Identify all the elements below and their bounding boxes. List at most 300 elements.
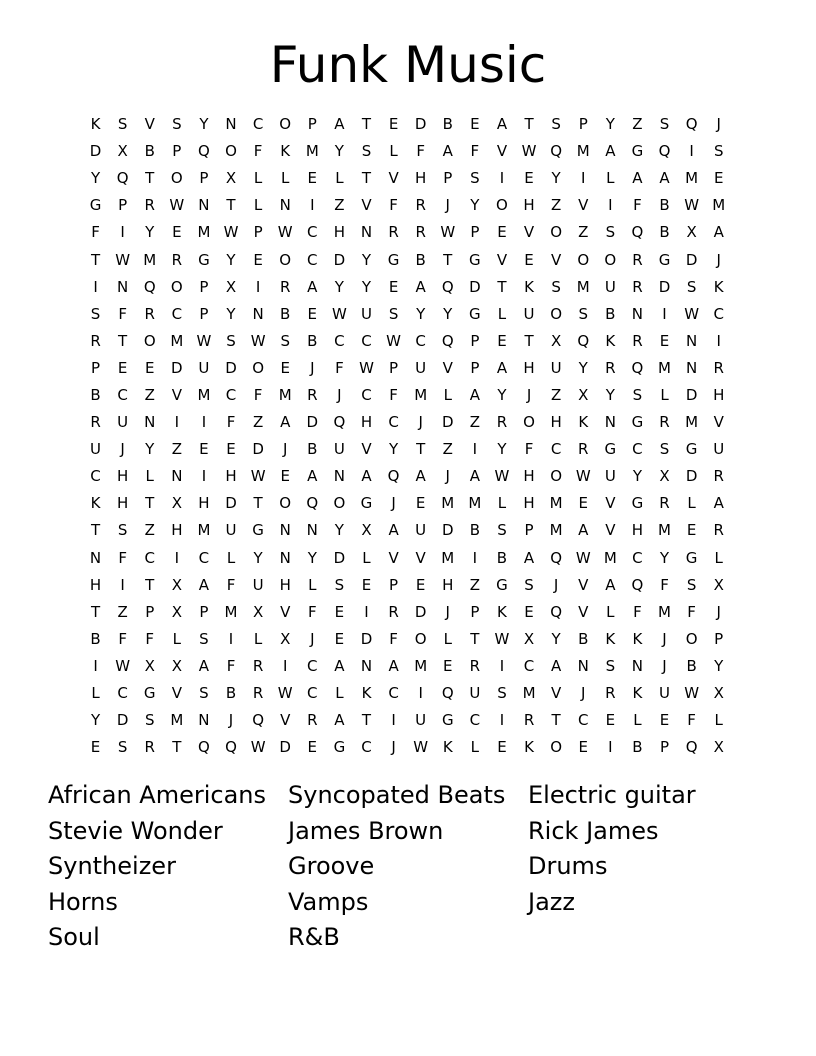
grid-letter[interactable]: D (685, 250, 698, 269)
grid-letter[interactable]: L (253, 169, 263, 188)
grid-letter[interactable]: C (361, 385, 372, 404)
grid-letter[interactable]: T (253, 494, 263, 513)
grid-letter[interactable]: F (416, 142, 425, 161)
grid-letter[interactable]: L (253, 629, 263, 648)
grid-letter[interactable]: V (361, 440, 372, 459)
grid-letter[interactable]: N (360, 656, 373, 675)
grid-letter[interactable]: L (497, 304, 507, 323)
grid-letter[interactable]: B (496, 548, 508, 567)
grid-letter[interactable]: Q (387, 467, 400, 486)
grid-letter[interactable]: O (550, 467, 563, 486)
grid-letter[interactable]: J (445, 467, 450, 486)
grid-letter[interactable]: L (362, 548, 371, 567)
grid-letter[interactable]: D (279, 738, 291, 757)
grid-letter[interactable]: Z (171, 440, 182, 459)
grid-letter[interactable]: E (334, 602, 345, 621)
grid-letter[interactable]: A (198, 575, 210, 594)
grid-letter[interactable]: U (523, 304, 535, 323)
grid-letter[interactable]: X (171, 656, 182, 675)
grid-letter[interactable]: E (388, 115, 399, 134)
grid-letter[interactable]: E (415, 575, 426, 594)
grid-letter[interactable]: X (144, 656, 155, 675)
grid-letter[interactable]: L (335, 169, 344, 188)
grid-letter[interactable]: U (252, 575, 264, 594)
grid-letter[interactable]: V (605, 521, 616, 540)
grid-letter[interactable]: Q (658, 142, 671, 161)
grid-letter[interactable]: Q (631, 223, 644, 242)
grid-letter[interactable]: I (499, 656, 505, 675)
grid-letter[interactable]: O (279, 115, 292, 134)
grid-letter[interactable]: Z (469, 413, 480, 432)
grid-letter[interactable]: X (659, 467, 670, 486)
grid-letter[interactable]: S (632, 385, 643, 404)
grid-letter[interactable]: U (225, 521, 237, 540)
grid-letter[interactable]: J (391, 738, 396, 757)
grid-letter[interactable]: H (171, 521, 183, 540)
grid-letter[interactable]: M (197, 521, 211, 540)
grid-letter[interactable]: J (418, 413, 423, 432)
grid-letter[interactable]: S (226, 331, 236, 350)
grid-letter[interactable]: Z (144, 521, 155, 540)
grid-letter[interactable]: X (713, 575, 724, 594)
grid-letter[interactable]: C (307, 656, 318, 675)
grid-letter[interactable]: W (494, 629, 510, 648)
grid-letter[interactable]: K (605, 331, 616, 350)
grid-letter[interactable]: U (415, 521, 427, 540)
grid-letter[interactable]: E (307, 738, 318, 757)
grid-letter[interactable]: C (225, 385, 237, 404)
grid-letter[interactable]: P (307, 115, 317, 134)
grid-letter[interactable]: V (551, 684, 562, 703)
grid-letter[interactable]: O (550, 304, 563, 323)
grid-letter[interactable]: C (632, 548, 643, 567)
grid-letter[interactable]: S (524, 575, 534, 594)
grid-letter[interactable]: V (496, 142, 508, 161)
grid-letter[interactable]: J (337, 385, 342, 404)
grid-letter[interactable]: H (279, 575, 291, 594)
grid-letter[interactable]: W (684, 304, 700, 323)
grid-letter[interactable]: M (414, 656, 428, 675)
grid-letter[interactable]: C (632, 440, 643, 459)
grid-letter[interactable]: W (250, 467, 266, 486)
grid-letter[interactable]: H (442, 575, 454, 594)
grid-letter[interactable]: F (633, 196, 642, 215)
grid-letter[interactable]: S (388, 304, 399, 323)
grid-letter[interactable]: P (145, 602, 155, 621)
grid-letter[interactable]: J (553, 575, 559, 594)
grid-letter[interactable]: N (89, 548, 102, 567)
grid-letter[interactable]: L (226, 548, 236, 567)
grid-letter[interactable]: Y (551, 169, 561, 188)
grid-letter[interactable]: T (524, 331, 534, 350)
grid-letter[interactable]: F (118, 629, 127, 648)
grid-letter[interactable]: Y (551, 629, 561, 648)
grid-letter[interactable]: P (470, 223, 480, 242)
grid-letter[interactable]: E (172, 223, 182, 242)
grid-letter[interactable]: A (713, 223, 724, 242)
grid-letter[interactable]: O (523, 413, 535, 432)
grid-letter[interactable]: E (524, 250, 534, 269)
grid-letter[interactable]: F (633, 602, 642, 621)
grid-letter[interactable]: A (334, 711, 345, 730)
grid-letter[interactable]: R (252, 656, 264, 675)
grid-letter[interactable]: R (659, 494, 670, 513)
grid-letter[interactable]: O (414, 629, 427, 648)
grid-letter[interactable]: S (686, 575, 697, 594)
grid-letter[interactable]: U (90, 440, 102, 459)
grid-letter[interactable]: D (441, 521, 454, 540)
grid-letter[interactable]: S (659, 115, 670, 134)
grid-letter[interactable]: Q (550, 548, 563, 567)
grid-letter[interactable]: Y (578, 358, 588, 377)
grid-letter[interactable]: O (604, 250, 617, 269)
grid-letter[interactable]: S (144, 711, 155, 730)
grid-letter[interactable]: U (415, 711, 427, 730)
grid-letter[interactable]: M (522, 684, 536, 703)
grid-letter[interactable]: F (335, 358, 344, 377)
grid-letter[interactable]: X (171, 575, 182, 594)
grid-letter[interactable]: L (633, 711, 642, 730)
grid-letter[interactable]: R (713, 467, 724, 486)
grid-letter[interactable]: P (578, 115, 588, 134)
grid-letter[interactable]: B (469, 521, 480, 540)
grid-letter[interactable]: O (685, 629, 698, 648)
grid-letter[interactable]: G (631, 413, 644, 432)
grid-letter[interactable]: I (499, 169, 505, 188)
grid-letter[interactable]: P (389, 575, 399, 594)
grid-letter[interactable]: Y (90, 169, 101, 188)
grid-letter[interactable]: N (171, 467, 183, 486)
grid-letter[interactable]: N (360, 223, 373, 242)
grid-letter[interactable]: I (120, 223, 125, 242)
grid-letter[interactable]: X (713, 738, 724, 757)
grid-letter[interactable]: O (252, 358, 265, 377)
grid-letter[interactable]: A (523, 548, 535, 567)
grid-letter[interactable]: G (685, 440, 698, 459)
grid-letter[interactable]: X (713, 684, 724, 703)
grid-letter[interactable]: B (225, 684, 237, 703)
grid-letter[interactable]: N (685, 358, 698, 377)
grid-letter[interactable]: M (603, 548, 617, 567)
grid-letter[interactable]: S (117, 521, 128, 540)
grid-letter[interactable]: R (279, 277, 291, 296)
grid-letter[interactable]: B (415, 250, 426, 269)
grid-letter[interactable]: F (118, 548, 127, 567)
grid-letter[interactable]: L (335, 684, 344, 703)
grid-letter[interactable]: Y (90, 711, 101, 730)
grid-letter[interactable]: L (308, 575, 317, 594)
grid-letter[interactable]: C (388, 413, 399, 432)
grid-letter[interactable]: N (306, 521, 318, 540)
grid-letter[interactable]: E (388, 277, 399, 296)
grid-letter[interactable]: E (524, 169, 534, 188)
grid-letter[interactable]: B (578, 629, 589, 648)
grid-letter[interactable]: U (333, 440, 345, 459)
grid-letter[interactable]: E (443, 656, 453, 675)
grid-letter[interactable]: G (685, 548, 698, 567)
grid-letter[interactable]: I (120, 575, 125, 594)
grid-letter[interactable]: T (443, 250, 453, 269)
grid-letter[interactable]: N (252, 304, 264, 323)
grid-letter[interactable]: V (171, 385, 182, 404)
grid-letter[interactable]: L (660, 385, 669, 404)
grid-letter[interactable]: I (310, 196, 315, 215)
grid-letter[interactable]: E (90, 738, 101, 757)
grid-letter[interactable]: H (89, 575, 102, 594)
grid-letter[interactable]: Q (631, 358, 644, 377)
grid-letter[interactable]: A (388, 656, 399, 675)
grid-letter[interactable]: S (605, 656, 616, 675)
grid-letter[interactable]: J (716, 250, 721, 269)
grid-letter[interactable]: W (440, 223, 456, 242)
grid-letter[interactable]: M (549, 521, 563, 540)
grid-letter[interactable]: T (90, 521, 101, 540)
grid-letter[interactable]: H (550, 413, 562, 432)
grid-letter[interactable]: D (116, 711, 129, 730)
grid-letter[interactable]: D (171, 358, 183, 377)
grid-letter[interactable]: D (225, 494, 237, 513)
grid-letter[interactable]: E (307, 304, 318, 323)
grid-letter[interactable]: W (575, 548, 591, 567)
grid-letter[interactable]: E (280, 358, 290, 377)
grid-letter[interactable]: V (280, 602, 291, 621)
grid-letter[interactable]: S (470, 169, 480, 188)
grid-letter[interactable]: D (441, 413, 454, 432)
grid-letter[interactable]: A (496, 115, 508, 134)
grid-letter[interactable]: G (604, 440, 617, 459)
grid-letter[interactable]: V (578, 196, 589, 215)
grid-letter[interactable]: S (90, 304, 101, 323)
grid-letter[interactable]: C (307, 250, 318, 269)
grid-letter[interactable]: Q (333, 413, 346, 432)
grid-letter[interactable]: R (171, 250, 183, 269)
grid-letter[interactable]: I (364, 602, 369, 621)
grid-letter[interactable]: M (685, 413, 699, 432)
grid-letter[interactable]: M (170, 331, 184, 350)
grid-letter[interactable]: F (118, 304, 127, 323)
grid-letter[interactable]: G (658, 250, 671, 269)
grid-letter[interactable]: C (388, 684, 399, 703)
grid-letter[interactable]: L (91, 684, 100, 703)
grid-letter[interactable]: B (144, 142, 155, 161)
grid-letter[interactable]: D (414, 602, 427, 621)
grid-letter[interactable]: R (605, 684, 616, 703)
grid-letter[interactable]: R (307, 385, 318, 404)
grid-letter[interactable]: V (415, 548, 426, 567)
grid-letter[interactable]: S (713, 142, 724, 161)
grid-letter[interactable]: Q (577, 331, 590, 350)
grid-letter[interactable]: M (305, 142, 319, 161)
grid-letter[interactable]: S (659, 440, 670, 459)
grid-letter[interactable]: N (631, 304, 644, 323)
grid-letter[interactable]: G (441, 711, 454, 730)
grid-letter[interactable]: S (280, 331, 290, 350)
grid-letter[interactable]: R (388, 602, 399, 621)
grid-letter[interactable]: F (389, 385, 398, 404)
grid-letter[interactable]: L (172, 629, 181, 648)
grid-letter[interactable]: F (226, 413, 236, 432)
grid-letter[interactable]: Q (143, 277, 156, 296)
grid-letter[interactable]: M (549, 494, 563, 513)
grid-letter[interactable]: E (497, 738, 507, 757)
grid-letter[interactable]: U (604, 277, 616, 296)
grid-letter[interactable]: K (90, 115, 101, 134)
grid-letter[interactable]: G (252, 521, 264, 540)
grid-letter[interactable]: S (551, 115, 561, 134)
grid-letter[interactable]: X (171, 602, 182, 621)
grid-letter[interactable]: H (117, 494, 129, 513)
grid-letter[interactable]: V (551, 250, 562, 269)
grid-letter[interactable]: N (577, 656, 589, 675)
grid-letter[interactable]: R (632, 331, 643, 350)
grid-letter[interactable]: J (445, 196, 450, 215)
grid-letter[interactable]: T (524, 115, 534, 134)
grid-letter[interactable]: D (360, 629, 373, 648)
grid-letter[interactable]: O (170, 169, 183, 188)
grid-letter[interactable]: F (253, 385, 263, 404)
grid-letter[interactable]: D (414, 115, 427, 134)
grid-letter[interactable]: F (389, 629, 398, 648)
grid-letter[interactable]: A (415, 467, 426, 486)
grid-letter[interactable]: Y (334, 277, 344, 296)
grid-letter[interactable]: P (253, 223, 263, 242)
grid-letter[interactable]: D (333, 250, 346, 269)
grid-letter[interactable]: Z (334, 196, 345, 215)
grid-letter[interactable]: C (117, 385, 128, 404)
grid-letter[interactable]: L (443, 385, 452, 404)
grid-letter[interactable]: Z (144, 385, 155, 404)
grid-letter[interactable]: E (199, 440, 209, 459)
grid-letter[interactable]: C (117, 684, 128, 703)
grid-letter[interactable]: S (361, 142, 372, 161)
grid-letter[interactable]: F (307, 602, 317, 621)
grid-letter[interactable]: W (331, 304, 347, 323)
grid-letter[interactable]: P (199, 304, 209, 323)
grid-letter[interactable]: V (361, 196, 372, 215)
grid-letter[interactable]: Q (550, 602, 563, 621)
grid-letter[interactable]: X (225, 277, 237, 296)
grid-letter[interactable]: N (631, 656, 644, 675)
grid-letter[interactable]: T (90, 250, 101, 269)
grid-letter[interactable]: P (199, 277, 209, 296)
grid-letter[interactable]: Y (145, 223, 155, 242)
grid-letter[interactable]: S (334, 575, 345, 594)
grid-letter[interactable]: R (415, 196, 426, 215)
grid-letter[interactable]: I (174, 548, 180, 567)
grid-letter[interactable]: Q (685, 115, 698, 134)
grid-letter[interactable]: K (713, 277, 724, 296)
grid-letter[interactable]: W (684, 196, 700, 215)
grid-letter[interactable]: A (659, 169, 670, 188)
grid-letter[interactable]: S (497, 684, 507, 703)
grid-letter[interactable]: I (282, 656, 288, 675)
grid-letter[interactable]: G (469, 304, 481, 323)
grid-letter[interactable]: R (496, 413, 508, 432)
grid-letter[interactable]: T (145, 169, 155, 188)
grid-letter[interactable]: V (496, 250, 508, 269)
grid-letter[interactable]: K (632, 684, 643, 703)
grid-letter[interactable]: W (223, 223, 239, 242)
grid-letter[interactable]: W (250, 331, 266, 350)
grid-letter[interactable]: U (198, 358, 210, 377)
grid-letter[interactable]: J (662, 629, 667, 648)
grid-letter[interactable]: M (278, 385, 292, 404)
grid-letter[interactable]: C (713, 304, 724, 323)
grid-letter[interactable]: Y (334, 521, 344, 540)
grid-letter[interactable]: A (713, 494, 724, 513)
grid-letter[interactable]: V (388, 548, 399, 567)
grid-letter[interactable]: Y (307, 548, 317, 567)
grid-letter[interactable]: Y (605, 385, 615, 404)
grid-letter[interactable]: Z (578, 223, 589, 242)
grid-letter[interactable]: E (415, 494, 426, 513)
grid-letter[interactable]: K (497, 602, 507, 621)
grid-letter[interactable]: R (469, 656, 481, 675)
grid-letter[interactable]: I (499, 711, 505, 730)
grid-letter[interactable]: R (307, 711, 318, 730)
grid-letter[interactable]: R (632, 250, 643, 269)
grid-letter[interactable]: D (469, 277, 481, 296)
grid-letter[interactable]: U (659, 684, 670, 703)
grid-letter[interactable]: C (415, 331, 426, 350)
grid-letter[interactable]: W (115, 250, 131, 269)
grid-letter[interactable]: T (470, 629, 480, 648)
grid-letter[interactable]: C (334, 331, 345, 350)
grid-letter[interactable]: J (716, 115, 721, 134)
grid-letter[interactable]: B (605, 304, 616, 323)
grid-letter[interactable]: G (631, 142, 644, 161)
grid-letter[interactable]: P (91, 358, 101, 377)
grid-letter[interactable]: A (578, 521, 589, 540)
grid-letter[interactable]: M (441, 548, 455, 567)
grid-letter[interactable]: A (632, 169, 643, 188)
grid-letter[interactable]: O (143, 331, 156, 350)
grid-letter[interactable]: G (387, 250, 400, 269)
grid-letter[interactable]: N (279, 521, 291, 540)
grid-letter[interactable]: P (524, 521, 534, 540)
grid-letter[interactable]: Y (659, 548, 670, 567)
grid-letter[interactable]: U (117, 413, 129, 432)
grid-letter[interactable]: F (226, 575, 236, 594)
grid-letter[interactable]: M (170, 711, 184, 730)
grid-letter[interactable]: J (662, 656, 667, 675)
grid-letter[interactable]: E (524, 602, 534, 621)
grid-letter[interactable]: F (687, 711, 696, 730)
grid-letter[interactable]: A (334, 656, 345, 675)
grid-letter[interactable]: H (523, 494, 535, 513)
grid-letter[interactable]: S (172, 115, 182, 134)
grid-letter[interactable]: K (605, 629, 616, 648)
grid-letter[interactable]: W (169, 196, 185, 215)
grid-letter[interactable]: R (713, 358, 724, 377)
grid-letter[interactable]: A (605, 142, 616, 161)
grid-letter[interactable]: O (279, 250, 292, 269)
grid-letter[interactable]: M (224, 602, 238, 621)
grid-letter[interactable]: L (281, 169, 290, 188)
grid-letter[interactable]: C (361, 331, 372, 350)
grid-letter[interactable]: C (307, 684, 318, 703)
grid-letter[interactable]: E (334, 629, 345, 648)
grid-letter[interactable]: W (277, 223, 293, 242)
grid-letter[interactable]: Y (497, 440, 507, 459)
grid-letter[interactable]: Q (685, 738, 698, 757)
grid-letter[interactable]: G (143, 684, 156, 703)
grid-letter[interactable]: J (282, 440, 288, 459)
grid-letter[interactable]: T (551, 711, 561, 730)
grid-letter[interactable]: P (199, 602, 209, 621)
grid-letter[interactable]: N (117, 277, 129, 296)
grid-letter[interactable]: W (521, 142, 537, 161)
